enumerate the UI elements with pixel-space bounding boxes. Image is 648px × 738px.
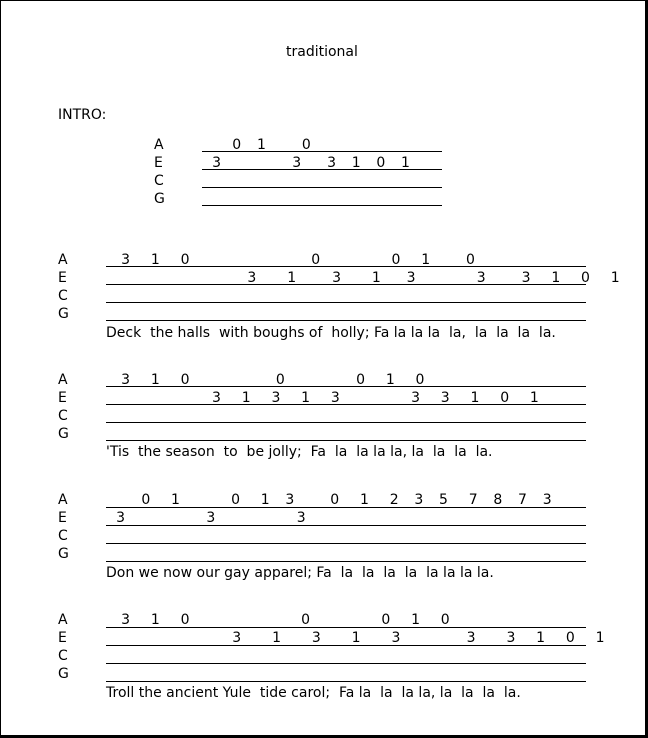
lyric-line: Don we now our gay apparel; Fa la la la la la la la la. <box>106 565 494 581</box>
string-name: G <box>58 546 69 562</box>
tab-line-c <box>106 663 586 664</box>
tab-notes-e: 3 3 3 1 0 1 <box>202 155 411 171</box>
tab-line-c <box>202 187 442 188</box>
tab-notes-e: 3 1 3 1 3 3 3 1 0 1 <box>106 270 621 286</box>
string-name: E <box>58 270 67 286</box>
tab-line-g <box>202 205 442 206</box>
tab-notes-e: 3 1 3 1 3 3 3 1 0 1 <box>106 630 606 646</box>
page-title: traditional <box>286 44 358 60</box>
intro-label: INTRO: <box>58 107 107 123</box>
tab-notes-e: 3 3 3 <box>106 510 307 526</box>
string-name: E <box>58 630 67 646</box>
tab-notes-a: 3 1 0 0 0 1 0 <box>106 252 476 268</box>
string-name: C <box>154 173 164 189</box>
lyric-line: Troll the ancient Yule tide carol; Fa la la la la, la la la la. <box>106 685 521 701</box>
string-name: G <box>58 306 69 322</box>
string-name: A <box>154 137 164 153</box>
lyric-line: Deck the halls with boughs of holly; Fa la la la la, la la la la. <box>106 325 556 341</box>
tab-notes-a: 3 1 0 0 0 1 0 <box>106 372 426 388</box>
tab-line-c <box>106 302 586 303</box>
tab-line-g <box>106 440 586 441</box>
string-name: G <box>154 191 165 207</box>
string-name: G <box>58 426 69 442</box>
tab-notes-e: 3 1 3 1 3 3 3 1 0 1 <box>106 390 540 406</box>
lyric-line: 'Tis the season to be jolly; Fa la la la la, la la la la. <box>106 444 493 460</box>
tab-line-c <box>106 422 586 423</box>
string-name: A <box>58 372 68 388</box>
tab-line-g <box>106 320 586 321</box>
tab-line-g <box>106 561 586 562</box>
string-name: G <box>58 666 69 682</box>
tab-line-g <box>106 681 586 682</box>
tab-notes-a: 0 1 0 1 3 0 1 2 3 5 7 8 7 3 <box>106 492 553 508</box>
string-name: C <box>58 408 68 424</box>
tab-line-c <box>106 543 586 544</box>
string-name: C <box>58 528 68 544</box>
string-name: A <box>58 612 68 628</box>
string-name: E <box>58 390 67 406</box>
string-name: A <box>58 492 68 508</box>
string-name: C <box>58 288 68 304</box>
string-name: A <box>58 252 68 268</box>
string-name: C <box>58 648 68 664</box>
tab-notes-a: 3 1 0 0 0 1 0 <box>106 612 451 628</box>
tab-notes-a: 0 1 0 <box>202 137 312 153</box>
string-name: E <box>58 510 67 526</box>
string-name: E <box>154 155 163 171</box>
